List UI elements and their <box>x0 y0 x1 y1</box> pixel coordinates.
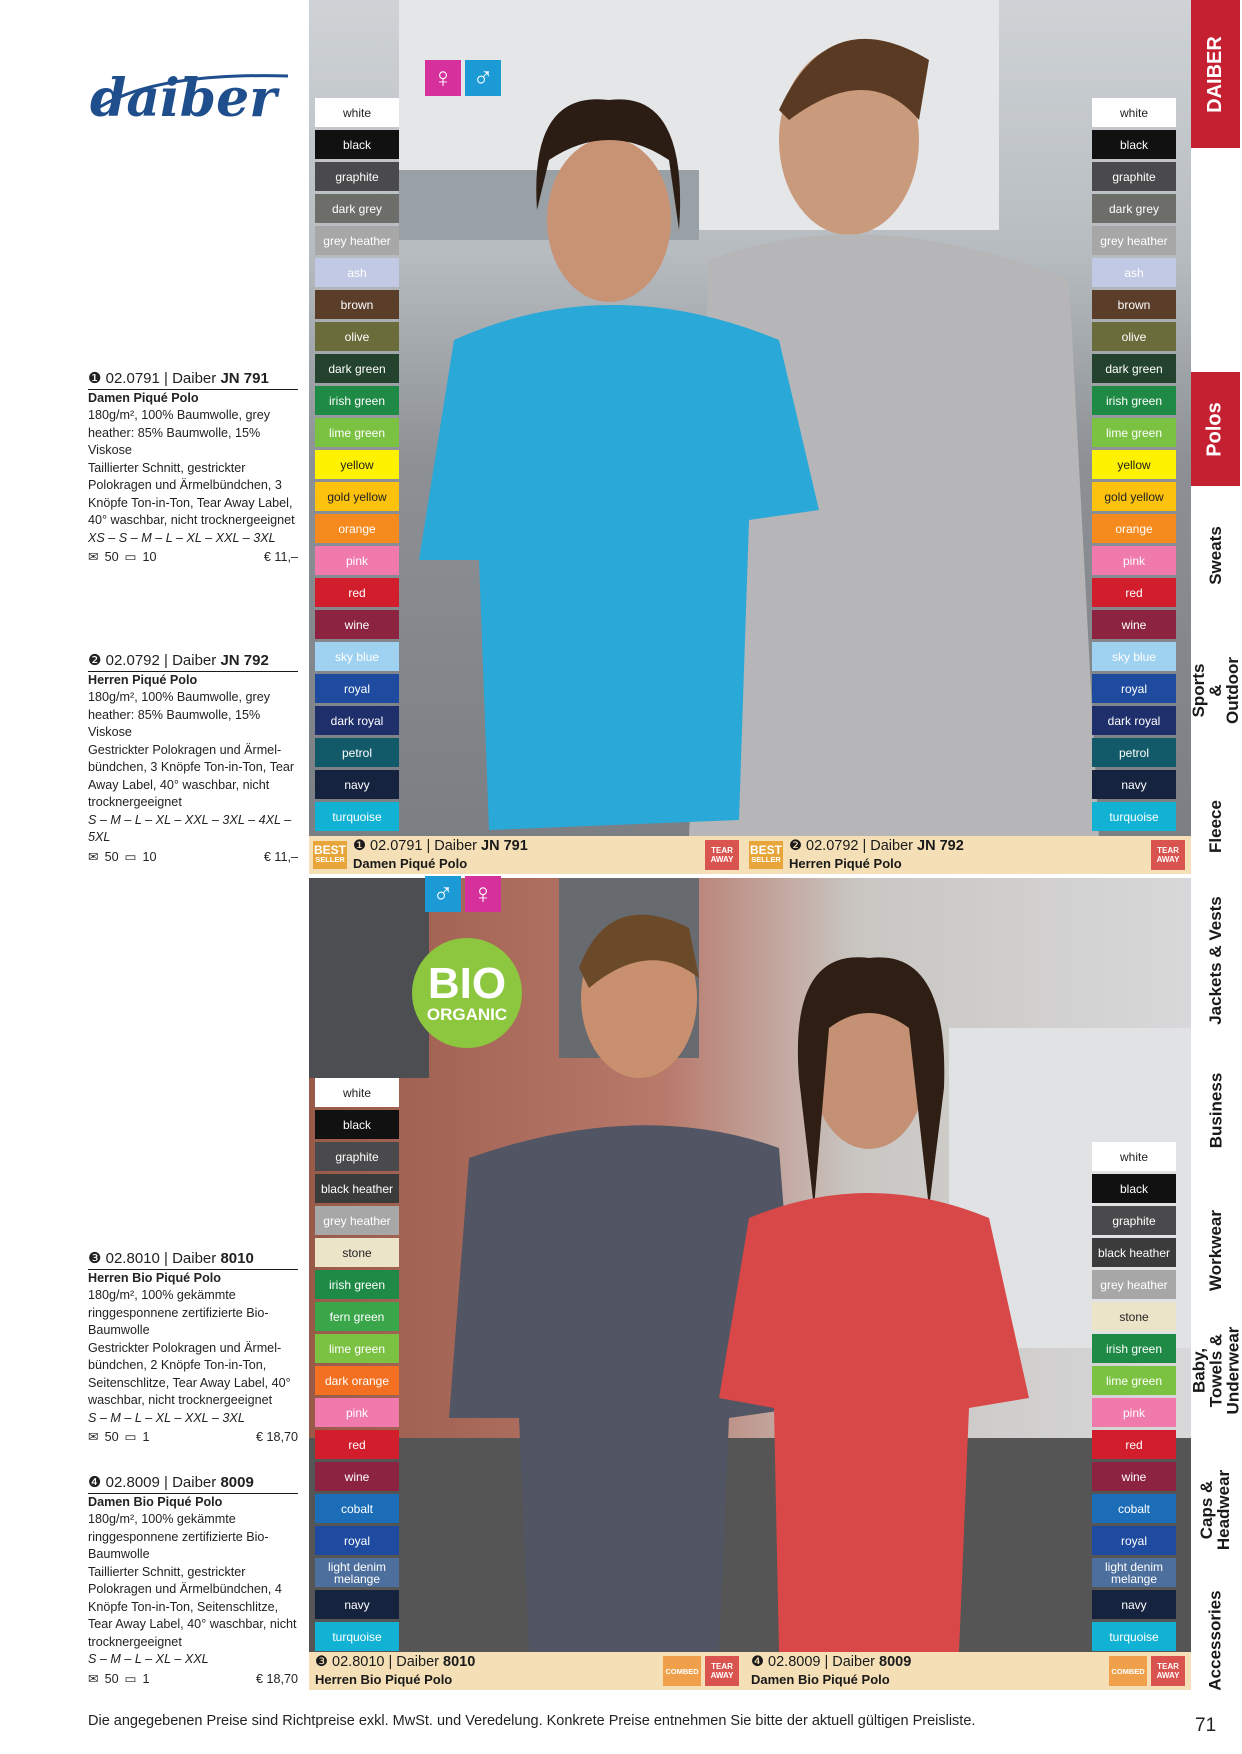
swatch: light denim melange <box>315 1558 399 1587</box>
product-pack-price: ✉ 50 ▭ 10 € 11,– <box>88 549 298 567</box>
category-tabs <box>1191 0 1240 1754</box>
swatch: lime green <box>1092 1366 1176 1395</box>
swatch: dark orange <box>315 1366 399 1395</box>
swatch: wine <box>1092 1462 1176 1491</box>
swatch: sky blue <box>1092 642 1176 671</box>
swatch: pink <box>315 1398 399 1427</box>
gender-icons-top <box>425 60 501 96</box>
swatch: yellow <box>1092 450 1176 479</box>
product-header: ❸ 02.8010 | Daiber 8010 <box>88 1250 298 1270</box>
swatch: ash <box>1092 258 1176 287</box>
swatch: turquoise <box>315 1622 399 1651</box>
product-material: 180g/m², 100% gekämmte ringgesponnene zertifizierte Bio-Baumwolle <box>88 1512 269 1561</box>
bar-name: Herren Piqué Polo <box>789 856 902 871</box>
swatch: white <box>315 98 399 127</box>
swatch: lime green <box>315 1334 399 1363</box>
price-disclaimer: Die angegebenen Preise sind Richtpreise exkl. MwSt. und Veredelung. Konkrete Preise entnehmen Sie bitte der aktuell gültigen Preisliste. <box>88 1713 976 1729</box>
bar-name: Damen Piqué Polo <box>353 856 468 871</box>
carton-icon: ✉ <box>88 1430 99 1444</box>
swatch: gold yellow <box>1092 482 1176 511</box>
swatch: brown <box>315 290 399 319</box>
swatch: dark royal <box>1092 706 1176 735</box>
bar-code: ❷ 02.0792 | Daiber JN 792 <box>789 838 964 854</box>
swatch: orange <box>1092 514 1176 543</box>
swatch: wine <box>315 1462 399 1491</box>
swatch: white <box>315 1078 399 1107</box>
tab-jackets-vests[interactable]: Jackets & Vests <box>1206 895 1226 1025</box>
product-bar-4 <box>745 1652 1191 1690</box>
tear-away-badge: TEAR AWAY <box>1151 1656 1185 1686</box>
tab-sports-outdoor[interactable]: Sports & Outdoor <box>1189 656 1242 724</box>
daiber-logo <box>88 52 298 142</box>
swatch: light denim melange <box>1092 1558 1176 1587</box>
swatch: red <box>315 1430 399 1459</box>
swatch: yellow <box>315 450 399 479</box>
swatch: gold yellow <box>315 482 399 511</box>
box-icon: ▭ <box>124 1671 137 1686</box>
combed-badge: COMBED <box>1109 1656 1147 1686</box>
logo-wordmark: daiber <box>90 68 277 129</box>
bar-name: Herren Bio Piqué Polo <box>315 1672 453 1687</box>
swatch: stone <box>315 1238 399 1267</box>
carton-icon: ✉ <box>88 550 99 564</box>
product-features: Taillierter Schnitt, gestrickter Polokragen und Ärmelbündchen, 4 Knöpfe Ton-in-Ton, Seitenschlitze, Tear Away Label, 40° waschbar, nicht trocknergeeignet <box>88 1564 297 1649</box>
swatch: dark royal <box>315 706 399 735</box>
swatch: olive <box>315 322 399 351</box>
female-icon: ♀ <box>425 60 461 96</box>
swatch: white <box>1092 1142 1176 1171</box>
bar-code: ❶ 02.0791 | Daiber JN 791 <box>353 838 528 854</box>
product-desc-3 <box>88 1250 298 1447</box>
product-price: € 11,– <box>263 550 298 564</box>
box-icon: ▭ <box>124 849 137 864</box>
product-pack-price: ✉ 50 ▭ 1 € 18,70 <box>88 1429 298 1447</box>
product-name: Damen Piqué Polo <box>88 390 199 405</box>
product-bar-2 <box>745 836 1191 874</box>
tear-away-badge: TEAR AWAY <box>705 1656 739 1686</box>
swatch: irish green <box>1092 1334 1176 1363</box>
tear-away-badge: TEAR AWAY <box>1151 840 1185 870</box>
female-icon: ♀ <box>465 876 501 912</box>
bio-organic-badge: BIO ORGANIC <box>412 938 522 1048</box>
product-name: Damen Bio Piqué Polo <box>88 1494 223 1509</box>
swatch: black <box>315 1110 399 1139</box>
swatch: red <box>1092 578 1176 607</box>
swatch: royal <box>1092 674 1176 703</box>
bar-name: Damen Bio Piqué Polo <box>751 1672 890 1687</box>
swatch: stone <box>1092 1302 1176 1331</box>
product-name: Herren Bio Piqué Polo <box>88 1270 221 1285</box>
male-icon: ♂ <box>425 876 461 912</box>
swatch: navy <box>1092 770 1176 799</box>
swatch: turquoise <box>315 802 399 831</box>
swatch: royal <box>315 1526 399 1555</box>
swatch: petrol <box>1092 738 1176 767</box>
carton-icon: ✉ <box>88 849 99 864</box>
swatch: dark grey <box>1092 194 1176 223</box>
product-sizes: S – M – L – XL – XXL – 3XL – 4XL – 5XL <box>88 812 292 844</box>
swatch: irish green <box>315 1270 399 1299</box>
swatch: graphite <box>1092 162 1176 191</box>
tab-polos[interactable]: Polos <box>1191 372 1240 486</box>
color-swatches-4 <box>1092 1142 1176 1654</box>
swatch: turquoise <box>1092 1622 1176 1651</box>
bestseller-badge: BEST SELLER <box>313 841 347 869</box>
swatch: dark grey <box>315 194 399 223</box>
swatch: red <box>1092 1430 1176 1459</box>
swatch: grey heather <box>315 226 399 255</box>
product-price: € 18,70 <box>255 1430 298 1444</box>
product-sizes: XS – S – M – L – XL – XXL – 3XL <box>88 530 276 545</box>
product-price: € 18,70 <box>255 1671 298 1686</box>
bar-code: ❸ 02.8010 | Daiber 8010 <box>315 1654 476 1670</box>
swatch: graphite <box>315 162 399 191</box>
swatch: fern green <box>315 1302 399 1331</box>
swatch: graphite <box>315 1142 399 1171</box>
swatch: wine <box>315 610 399 639</box>
product-desc-2 <box>88 652 298 866</box>
swatch: grey heather <box>1092 1270 1176 1299</box>
swatch: petrol <box>315 738 399 767</box>
product-desc-4 <box>88 1474 298 1688</box>
product-features: Taillierter Schnitt, gestrickter Polokragen und Ärmelbündchen, 3 Knöpfe Ton-in-Ton, Tear Away Label, 40° waschbar, nicht trocknergeeignet <box>88 460 295 527</box>
product-header: ❶ 02.0791 | Daiber JN 791 <box>88 370 298 390</box>
swatch: olive <box>1092 322 1176 351</box>
page-number: 71 <box>1195 1715 1217 1736</box>
bar-code: ❹ 02.8009 | Daiber 8009 <box>751 1654 912 1670</box>
swatch: orange <box>315 514 399 543</box>
product-features: Gestrickter Polokragen und Ärmelbündchen, 2 Knöpfe Ton-in-Ton, Seitenschlitze, Tear Away Label, 40° waschbar, nicht trocknergeeignet <box>88 1340 291 1407</box>
box-icon: ▭ <box>124 1430 137 1444</box>
tab-workwear[interactable]: Workwear <box>1206 1209 1226 1291</box>
swatch: black <box>315 130 399 159</box>
product-features: Gestrickter Polokragen und Ärmelbündchen, 3 Knöpfe Ton-in-Ton, Tear Away Label, 40° waschbar, nicht trocknergeeignet <box>88 742 295 809</box>
box-icon: ▭ <box>124 550 137 564</box>
tab-accessories[interactable]: Accessories <box>1206 1589 1225 1691</box>
combed-badge: COMBED <box>663 1656 701 1686</box>
swatch: grey heather <box>1092 226 1176 255</box>
swatch: lime green <box>1092 418 1176 447</box>
product-material: 180g/m², 100% gekämmte ringgesponnene zertifizierte Bio-Baumwolle <box>88 1288 269 1337</box>
swatch: navy <box>315 770 399 799</box>
product-material: 180g/m², 100% Baumwolle, grey heather: 85% Baumwolle, 15% Viskose <box>88 408 271 457</box>
carton-icon: ✉ <box>88 1671 99 1686</box>
swatch: brown <box>1092 290 1176 319</box>
swatch: pink <box>315 546 399 575</box>
product-header: ❹ 02.8009 | Daiber 8009 <box>88 1474 298 1494</box>
swatch: black <box>1092 1174 1176 1203</box>
color-swatches-2 <box>1092 98 1176 834</box>
tab-fleece[interactable]: Fleece <box>1206 799 1225 853</box>
product-header: ❷ 02.0792 | Daiber JN 792 <box>88 652 298 672</box>
swatch: irish green <box>315 386 399 415</box>
swatch: white <box>1092 98 1176 127</box>
male-icon: ♂ <box>465 60 501 96</box>
bestseller-badge: BEST SELLER <box>749 841 783 869</box>
swatch: pink <box>1092 1398 1176 1427</box>
swatch: graphite <box>1092 1206 1176 1235</box>
swatch: black <box>1092 130 1176 159</box>
product-sizes: S – M – L – XL – XXL – 3XL <box>88 1410 245 1425</box>
swatch: red <box>315 578 399 607</box>
product-pack-price: ✉ 50 ▭ 1 € 18,70 <box>88 1671 298 1689</box>
color-swatches-1 <box>315 98 399 834</box>
swatch: black heather <box>315 1174 399 1203</box>
swatch: pink <box>1092 546 1176 575</box>
tab-baby-towels-underwear[interactable]: Baby, Towels & Underwear <box>1189 1326 1242 1414</box>
swatch: navy <box>1092 1590 1176 1619</box>
product-name: Herren Piqué Polo <box>88 672 198 687</box>
gender-icons-bottom <box>425 876 501 912</box>
product-desc-1 <box>88 370 298 567</box>
swatch: turquoise <box>1092 802 1176 831</box>
swatch: dark green <box>315 354 399 383</box>
product-sizes: S – M – L – XL – XXL <box>88 1652 209 1666</box>
swatch: ash <box>315 258 399 287</box>
swatch: grey heather <box>315 1206 399 1235</box>
product-material: 180g/m², 100% Baumwolle, grey heather: 85% Baumwolle, 15% Viskose <box>88 690 271 739</box>
tab-business[interactable]: Business <box>1206 1072 1225 1148</box>
color-swatches-3 <box>315 1078 399 1654</box>
swatch: lime green <box>315 418 399 447</box>
swatch: dark green <box>1092 354 1176 383</box>
product-price: € 11,– <box>263 849 298 864</box>
swatch: royal <box>1092 1526 1176 1555</box>
product-photo-top <box>309 0 1191 838</box>
tear-away-badge: TEAR AWAY <box>705 840 739 870</box>
tab-sweats[interactable]: Sweats <box>1206 525 1225 585</box>
swatch: navy <box>315 1590 399 1619</box>
swatch: cobalt <box>315 1494 399 1523</box>
product-bar-3 <box>309 1652 745 1690</box>
product-bar-1 <box>309 836 745 874</box>
tab-caps-headwear[interactable]: Caps & Headwear <box>1197 1469 1234 1551</box>
swatch: cobalt <box>1092 1494 1176 1523</box>
models-illustration-top <box>309 0 1191 838</box>
swatch: irish green <box>1092 386 1176 415</box>
tab-daiber[interactable]: DAIBER <box>1191 0 1240 148</box>
swatch: royal <box>315 674 399 703</box>
product-pack-price: ✉ 50 ▭ 10 € 11,– <box>88 849 298 867</box>
swatch: black heather <box>1092 1238 1176 1267</box>
swatch: sky blue <box>315 642 399 671</box>
swatch: wine <box>1092 610 1176 639</box>
